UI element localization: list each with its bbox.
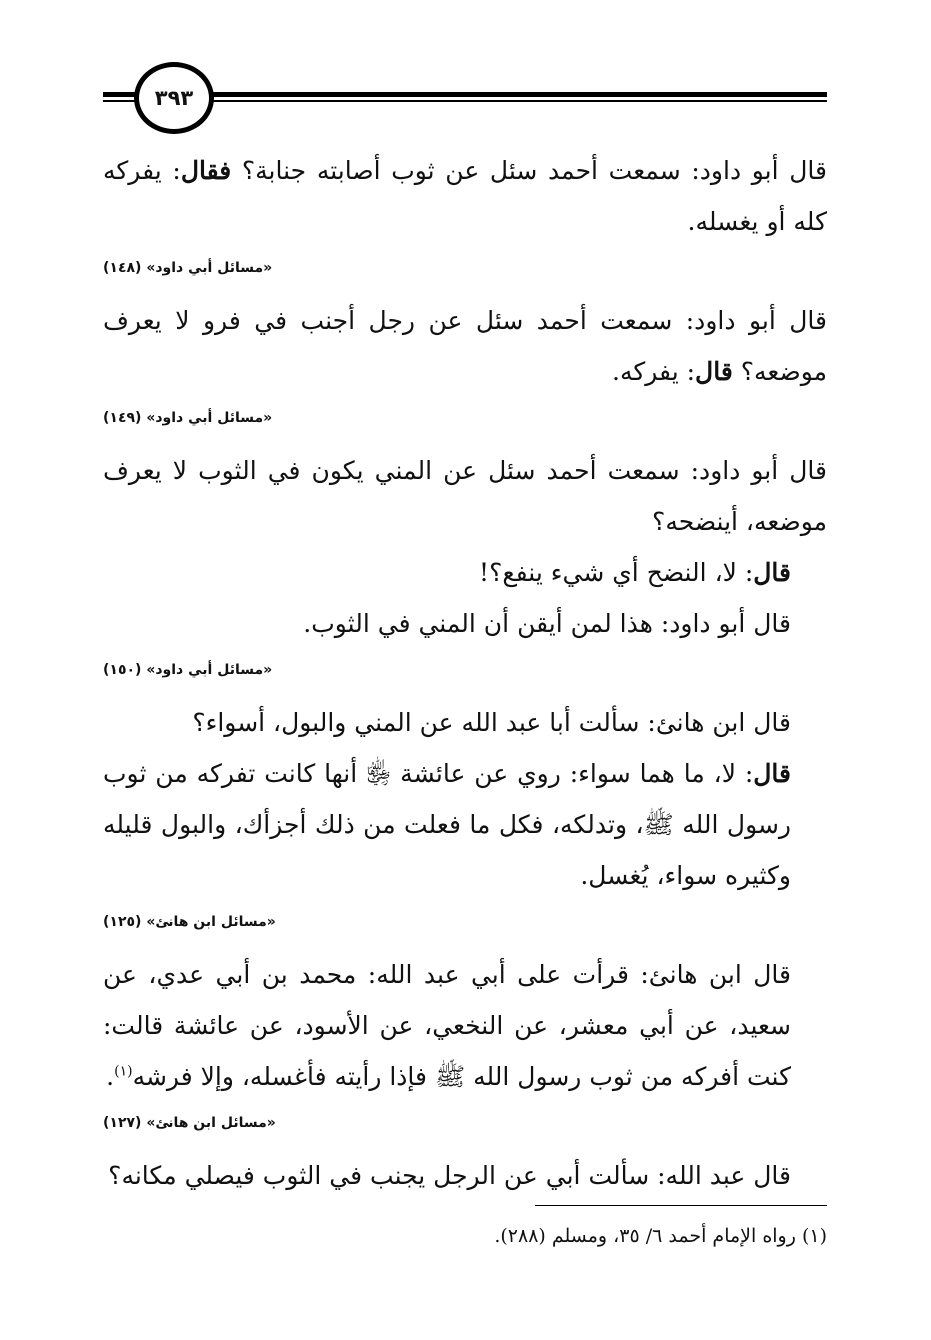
page-body	[103, 145, 827, 1201]
paragraph-text: قال عبد الله: سألت أبي عن الرجل يجنب في الثوب فيصلي مكانه؟	[108, 1161, 791, 1190]
citation-text: «مسائل أبي داود» (١٤٨)	[103, 260, 273, 276]
paragraph-text: : لا، ما هما سواء: روي عن عائشة ﵂ أنها كانت تفركه من ثوب رسول الله ﷺ، وتدلكه، فكل ما فعلت من ذلك أجزأك، والبول قليله وكثيره سواء، يُغسل.	[103, 759, 791, 890]
speaker-label: قال	[753, 759, 791, 788]
citation-text: «مسائل أبي داود» (١٤٩)	[103, 410, 273, 426]
paragraph-text: : لا، النضح أي شيء ينفع؟!	[479, 558, 754, 587]
source-citation	[103, 407, 827, 429]
text-paragraph	[103, 748, 827, 901]
paragraph-text: : يفركه.	[612, 357, 696, 386]
paragraph-text: قال ابن هانئ: سألت أبا عبد الله عن المني والبول، أسواء؟	[192, 708, 791, 737]
paragraph-text: .	[106, 1062, 115, 1091]
footnote-separator	[535, 1205, 827, 1206]
footnote: (١) رواه الإمام أحمد ٦/ ٣٥، ومسلم (٢٨٨).	[494, 1225, 827, 1247]
paragraph-text: : يفركه كله أو يغسله.	[103, 156, 827, 236]
text-paragraph	[103, 598, 827, 649]
text-paragraph	[103, 445, 827, 547]
paragraph-text: قال أبو داود: سمعت أحمد سئل عن المني يكون في الثوب لا يعرف موضعه، أينضحه؟	[103, 456, 827, 536]
text-paragraph	[103, 547, 827, 598]
citation-text: «مسائل أبي داود» (١٥٠)	[103, 662, 273, 678]
source-citation	[103, 659, 827, 681]
paragraph-text: قال أبو داود: سمعت أحمد سئل عن ثوب أصابته جنابة؟	[231, 156, 827, 185]
speaker-label: فقال	[180, 156, 232, 185]
footnote-marker: (١)	[114, 1063, 133, 1080]
page-header	[103, 62, 827, 132]
text-paragraph	[103, 949, 827, 1102]
speaker-label: قال	[695, 357, 733, 386]
text-paragraph	[103, 145, 827, 247]
source-citation	[103, 911, 827, 933]
page-number-badge	[134, 62, 214, 134]
source-citation	[103, 257, 827, 279]
text-paragraph	[103, 295, 827, 397]
citation-text: «مسائل ابن هانئ» (١٢٥)	[103, 914, 276, 930]
page-number: ٣٩٣	[154, 86, 194, 110]
source-citation	[103, 1112, 827, 1134]
text-paragraph	[103, 697, 827, 748]
speaker-label: قال	[753, 558, 791, 587]
citation-text: «مسائل ابن هانئ» (١٢٧)	[103, 1115, 276, 1131]
paragraph-text: قال ابن هانئ: قرأت على أبي عبد الله: محمد بن أبي عدي، عن سعيد، عن أبي معشر، عن النخعي، عن الأسود، عن عائشة قالت: كنت أفركه من ثوب رسول الله ﷺ فإذا رأيته فأغسله، وإلا فرشه	[103, 960, 791, 1091]
text-paragraph	[103, 1150, 827, 1201]
paragraph-text: قال أبو داود: سمعت أحمد سئل عن رجل أجنب في فرو لا يعرف موضعه؟	[103, 306, 827, 386]
paragraph-text: قال أبو داود: هذا لمن أيقن أن المني في الثوب.	[303, 609, 791, 638]
